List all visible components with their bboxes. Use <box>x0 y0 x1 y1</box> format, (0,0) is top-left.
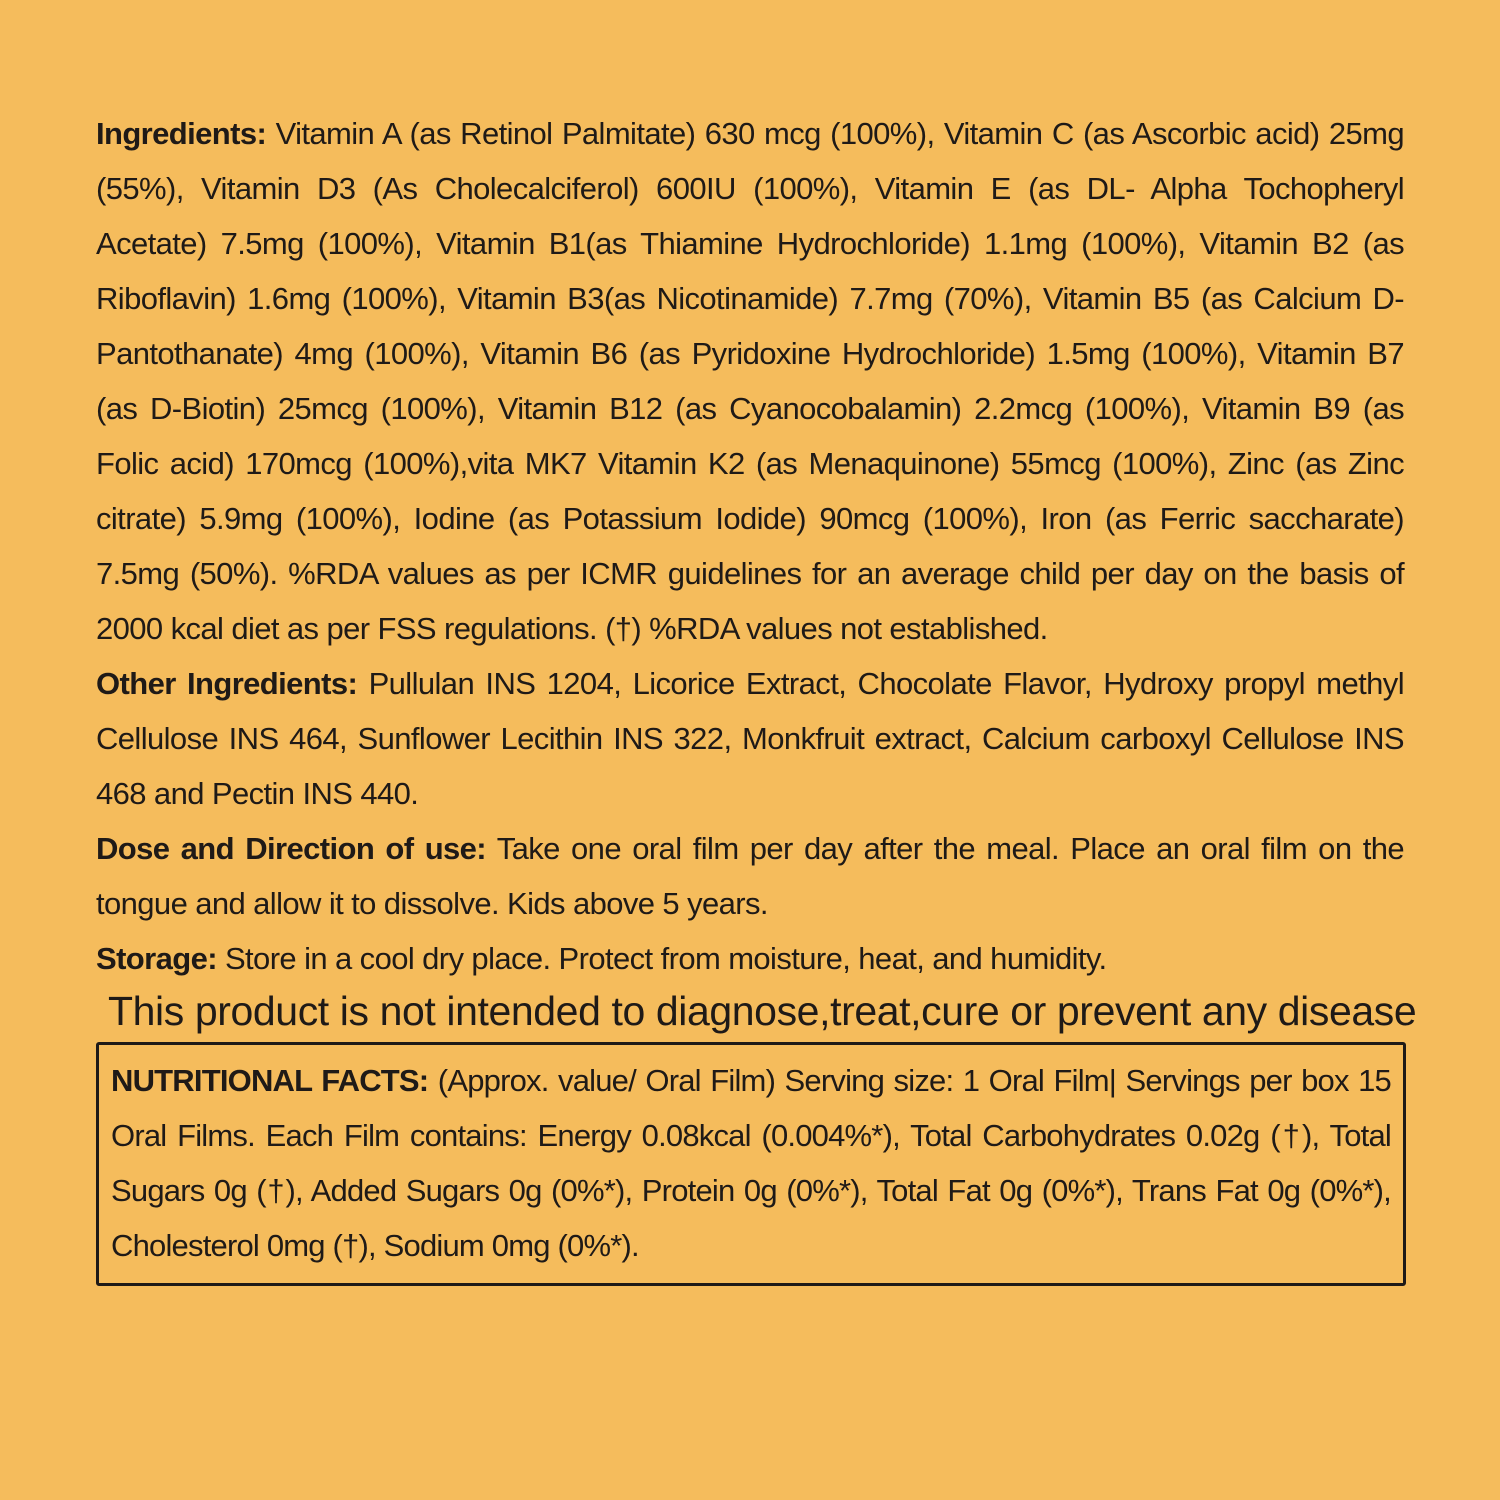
dose-text: Take one oral film per day after the meal. Place an oral film on the tongue and allow it to dissolve. Kids above 5 years. <box>96 831 1404 921</box>
storage-paragraph <box>96 931 1404 986</box>
label-content <box>96 106 1417 1286</box>
storage-text: Store in a cool dry place. Protect from moisture, heat, and humidity. <box>216 941 1107 976</box>
nutrition-paragraph <box>111 1053 1391 1273</box>
nutrition-label: NUTRITIONAL FACTS: <box>111 1063 429 1098</box>
other-ingredients-paragraph <box>96 656 1404 821</box>
other-ingredients-label: Other Ingredients: <box>96 666 358 701</box>
other-ingredients-text: Pullulan INS 1204, Licorice Extract, Chocolate Flavor, Hydroxy propyl methyl Cellulose INS 464, Sunflower Lecithin INS 322, Monkfruit extract, Calcium carboxyl Cellulose INS 468 and Pectin INS 440. <box>96 666 1404 811</box>
storage-label: Storage: <box>96 941 217 976</box>
nutrition-facts-box <box>96 1042 1406 1286</box>
nutrition-text: (Approx. value/ Oral Film) Serving size: 1 Oral Film| Servings per box 15 Oral Films. Each Film contains: Energy 0.08kcal (0.004%*), Total Carbohydrates 0.02g (†), Total Sugars 0g (†), Added Sugars 0g (0%*), Protein 0g (0%*), Total Fat 0g (0%*), Trans Fat 0g (0%*), Cholesterol 0mg (†), Sodium 0mg (0%*). <box>111 1063 1392 1263</box>
ingredients-label: Ingredients: <box>96 116 267 151</box>
ingredients-text: Vitamin A (as Retinol Palmitate) 630 mcg (100%), Vitamin C (as Ascorbic acid) 25mg (55%), Vitamin D3 (As Cholecalciferol) 600IU (100%), Vitamin E (as DL- Alpha Tochopheryl Acetate) 7.5mg (100%), Vitamin B1(as Thiamine Hydrochloride) 1.1mg (100%), Vitamin B2 (as Riboflavin) 1.6mg (100%), Vitamin B3(as Nicotinamide) 7.7mg (70%), Vitamin B5 (as Calcium D-Pantothanate) 4mg (100%), Vitamin B6 (as Pyridoxine Hydrochloride) 1.5mg (100%), Vitamin B7 (as D-Biotin) 25mcg (100%), Vitamin B12 (as Cyanocobalamin) 2.2mcg (100%), Vitamin B9 (as Folic acid) 170mcg (100%),vita MK7 Vitamin K2 (as Menaquinone) 55mcg (100%), Zinc (as Zinc citrate) 5.9mg (100%), Iodine (as Potassium Iodide) 90mcg (100%), Iron (as Ferric saccharate) 7.5mg (50%). %RDA values as per ICMR guidelines for an average child per day on the basis of 2000 kcal diet as per FSS regulations. (†) %RDA values not established. <box>96 116 1404 646</box>
dose-label: Dose and Direction of use: <box>96 831 487 866</box>
dose-paragraph <box>96 821 1404 931</box>
ingredients-paragraph <box>96 106 1404 656</box>
disclaimer: This product is not intended to diagnose,treat,cure or prevent any disease <box>108 988 1417 1034</box>
